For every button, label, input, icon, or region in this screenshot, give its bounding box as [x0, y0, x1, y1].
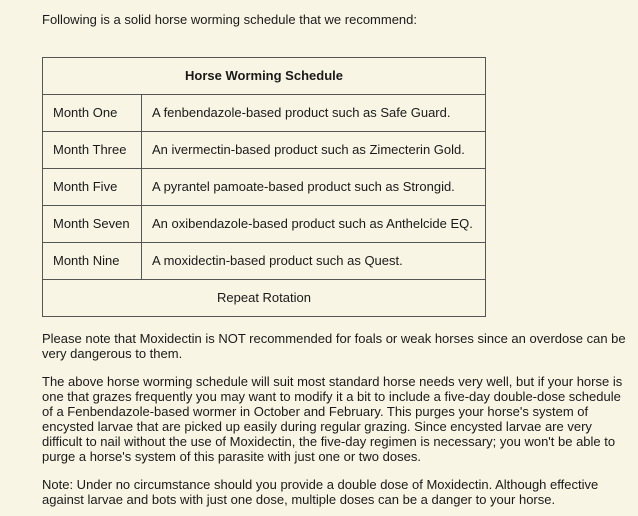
product-cell: An oxibendazole-based product such as Anthelcide EQ.	[142, 206, 486, 243]
repeat-rotation-cell: Repeat Rotation	[43, 280, 486, 317]
worming-schedule-table	[42, 57, 486, 317]
product-cell: An ivermectin-based product such as Zimecterin Gold.	[142, 132, 486, 169]
schedule-modification-paragraph: The above horse worming schedule will suit most standard horse needs very well, but if your horse is one that grazes frequently you may want to modify it a bit to include a five-day double-dose schedule of a Fenbendazole-based wormer in October and February. This purges your horse's system of encysted larvae that are picked up easily during regular grazing. Since encysted larvae are very difficult to nail without the use of Moxidectin, the five-day regimen is necessary; you won't be able to purge a horse's system of this parasite with just one or two doses.	[42, 374, 623, 464]
month-cell: Month One	[43, 95, 142, 132]
month-cell: Month Three	[43, 132, 142, 169]
table-row	[43, 95, 486, 132]
moxidectin-warning-paragraph: Please note that Moxidectin is NOT recommended for foals or weak horses since an overdose can be very dangerous to them.	[42, 331, 626, 361]
month-cell: Month Nine	[43, 243, 142, 280]
product-cell: A pyrantel pamoate-based product such as Strongid.	[142, 169, 486, 206]
month-cell: Month Five	[43, 169, 142, 206]
intro-text: Following is a solid horse worming schedule that we recommend:	[42, 12, 418, 27]
product-cell: A moxidectin-based product such as Quest.	[142, 243, 486, 280]
table-footer-row	[43, 280, 486, 317]
double-dose-note-paragraph: Note: Under no circumstance should you provide a double dose of Moxidectin. Although effective against larvae and bots with just one dose, multiple doses can be a danger to your horse.	[42, 477, 599, 507]
table-row	[43, 243, 486, 280]
table-row	[43, 206, 486, 243]
month-cell: Month Seven	[43, 206, 142, 243]
table-header-row	[43, 58, 486, 95]
product-cell: A fenbendazole-based product such as Safe Guard.	[142, 95, 486, 132]
table-row	[43, 169, 486, 206]
table-title: Horse Worming Schedule	[43, 58, 486, 95]
table-row	[43, 132, 486, 169]
